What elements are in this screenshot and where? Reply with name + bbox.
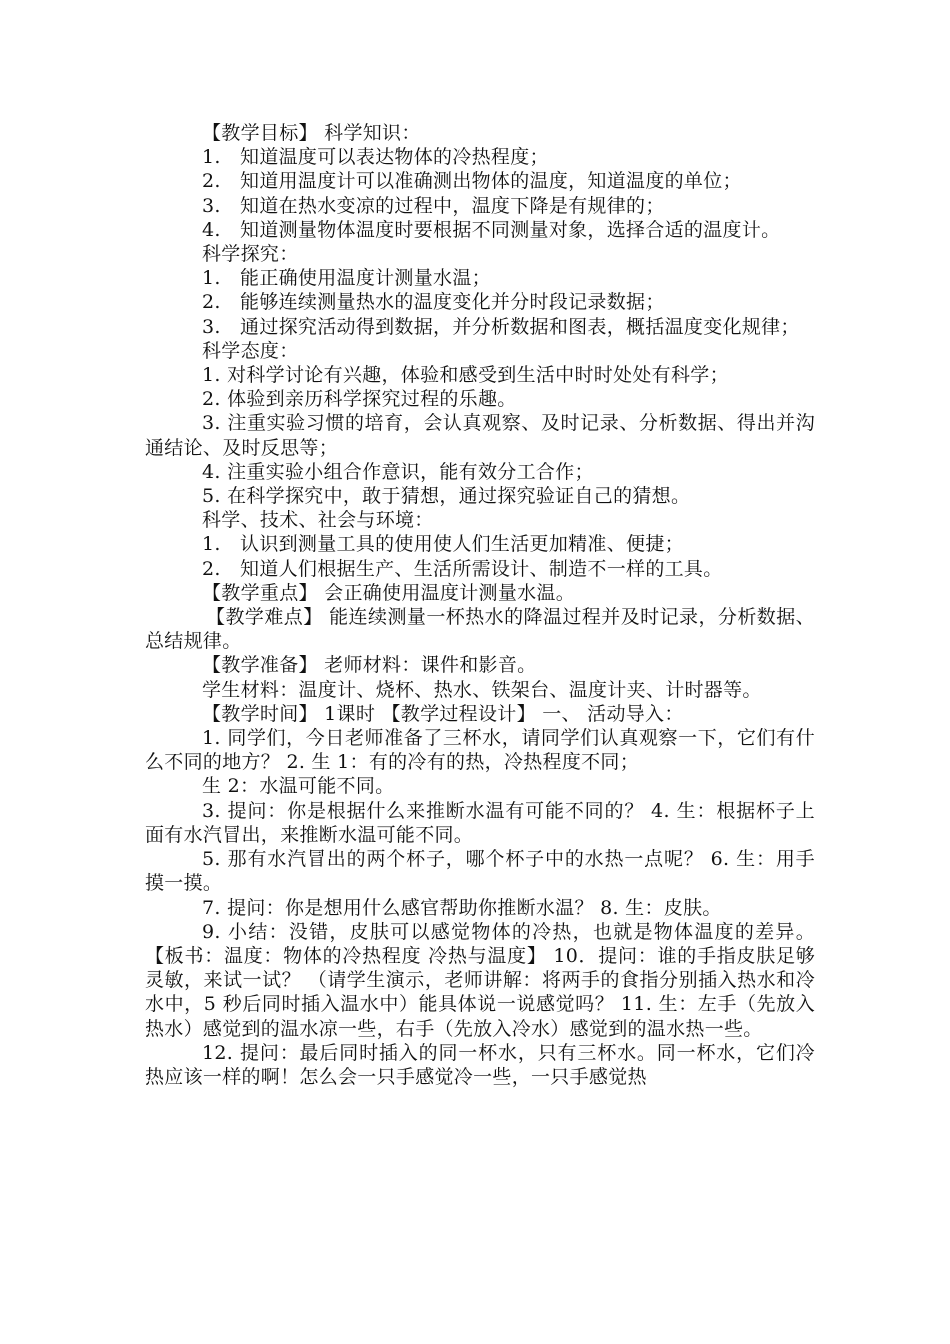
inquiry-item-2: 2. 能够连续测量热水的温度变化并分时段记录数据； [202,291,665,314]
attitude-item-5: 5. 在科学探究中，敢于猜想，通过探究验证自己的猜想。 [202,485,691,508]
section-time-and-process: 【教学时间】 1课时 【教学过程设计】 一、 活动导入： [202,702,684,725]
process-step-2b: 生 2：水温可能不同。 [202,775,395,798]
process-step-5-6: 5. 那有水汽冒出的两个杯子，哪个杯子中的水热一点呢？ 6. 生：用手摸一摸。 [145,848,815,895]
process-step-7-8: 7. 提问：你是想用什么感官帮助你推断水温？ 8. 生：皮肤。 [202,896,722,919]
knowledge-item-3: 3. 知道在热水变凉的过程中，温度下降是有规律的； [202,194,665,217]
inquiry-item-1: 1. 能正确使用温度计测量水温； [202,267,491,290]
knowledge-item-1: 1. 知道温度可以表达物体的冷热程度； [202,146,549,169]
section-heading-teaching-goals: 【教学目标】 科学知识： [202,122,421,144]
process-step-1-2: 1. 同学们，今日老师准备了三杯水，请同学们认真观察一下，它们有什么不同的地方？ 2. 生 1：有的冷有的热，冷热程度不同； [145,727,815,774]
subheading-sts: 科学、技术、社会与环境： [202,509,434,532]
process-step-12: 12. 提问：最后同时插入的同一杯水，只有三杯水。同一杯水，它们冷热应该一样的啊！怎么会一只手感觉冷一些，一只手感觉热 [145,1041,815,1088]
attitude-item-3: 3. 注重实验习惯的培育，会认真观察、及时记录、分析数据、得出并沟通结论、及时反思等； [145,412,815,459]
attitude-item-4: 4. 注重实验小组合作意识，能有效分工合作； [202,460,594,483]
section-key-point: 【教学重点】 会正确使用温度计测量水温。 [202,581,576,604]
process-step-3-4: 3. 提问：你是根据什么来推断水温有可能不同的？ 4. 生：根据杯子上面有水汽冒出，来推断水温可能不同。 [145,799,815,846]
sts-item-1: 1. 认识到测量工具的使用使人们生活更加精准、便捷； [202,533,684,556]
attitude-item-1: 1. 对科学讨论有兴趣，体验和感受到生活中时时处处有科学； [202,364,729,387]
process-step-9-11: 9. 小结：没错，皮肤可以感觉物体的冷热，也就是物体温度的差异。【板书：温度：物体的冷热程度 冷热与温度】 10．提问：谁的手指皮肤足够灵敏，来试一试？ （请学生演示，老师讲解：将两手的食指分别插入热水和冷水中，5 秒后同时插入温水中）能具体说一说感觉吗？ 11. 生：左手（先放入热水）感觉到的温水凉一些，右手（先放入冷水）感觉到的温水热一些。 [145,920,815,1040]
sts-item-2: 2. 知道人们根据生产、生活所需设计、制造不一样的工具。 [202,557,723,580]
knowledge-item-2: 2. 知道用温度计可以准确测出物体的温度，知道温度的单位； [202,170,742,193]
knowledge-item-4: 4. 知道测量物体温度时要根据不同测量对象，选择合适的温度计。 [202,218,781,241]
subheading-inquiry: 科学探究： [202,243,299,266]
document-body [145,121,815,1089]
section-preparation: 【教学准备】 老师材料：课件和影音。 [202,654,537,677]
section-difficulty: 【教学难点】 能连续测量一杯热水的降温过程并及时记录，分析数据、总结规律。 [145,606,815,653]
student-materials: 学生材料：温度计、烧杯、热水、铁架台、温度计夹、计时器等。 [202,678,762,701]
subheading-attitude: 科学态度： [202,339,299,362]
attitude-item-2: 2. 体验到亲历科学探究过程的乐趣。 [202,388,517,411]
inquiry-item-3: 3. 通过探究活动得到数据，并分析数据和图表，概括温度变化规律； [202,315,800,338]
